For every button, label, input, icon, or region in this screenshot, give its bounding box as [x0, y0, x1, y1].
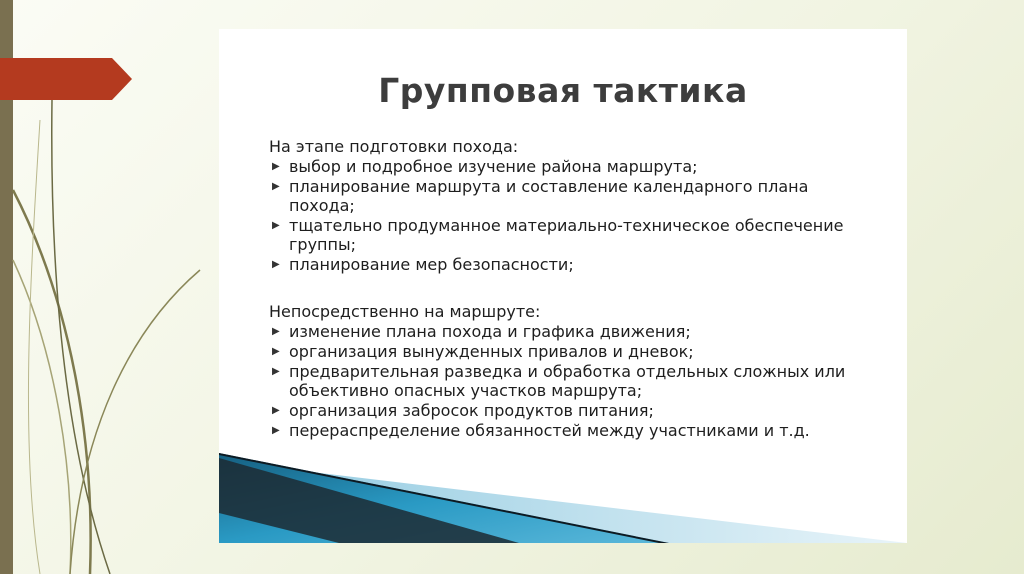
section-heading: На этапе подготовки похода:	[269, 137, 519, 156]
list-item	[269, 255, 869, 274]
section-on-route	[269, 302, 869, 441]
section-heading: Непосредственно на маршруте:	[269, 302, 541, 321]
list-item	[269, 322, 869, 341]
slide-card	[219, 29, 907, 543]
slide-title: Групповая тактика	[378, 71, 748, 110]
section-preparation	[269, 137, 869, 275]
list-item-text: организация вынужденных привалов и дневок;	[289, 342, 694, 361]
triangle-right-icon: ▶	[272, 220, 280, 231]
list-item-text: выбор и подробное изучение района маршрута;	[289, 157, 698, 176]
list-item-text: перераспределение обязанностей между участниками и т.д.	[289, 421, 810, 440]
footer-wave-decoration	[219, 453, 907, 543]
list-item-text: планирование мер безопасности;	[289, 255, 574, 274]
triangle-right-icon: ▶	[272, 405, 280, 416]
list-item-text: организация забросок продуктов питания;	[289, 401, 654, 420]
list-item	[269, 157, 869, 176]
triangle-right-icon: ▶	[272, 259, 280, 270]
list-item	[269, 216, 869, 254]
list-item	[269, 342, 869, 361]
list-item-text: предварительная разведка и обработка отдельных сложных или объективно опасных участков маршрута;	[289, 362, 846, 400]
triangle-right-icon: ▶	[272, 161, 280, 172]
list-item-text: планирование маршрута и составление календарного плана похода;	[289, 177, 809, 215]
list-item	[269, 177, 869, 215]
list-item	[269, 421, 869, 440]
triangle-right-icon: ▶	[272, 346, 280, 357]
red-arrow-marker	[0, 58, 132, 100]
triangle-right-icon: ▶	[272, 326, 280, 337]
list-item	[269, 401, 869, 420]
list-item-text: изменение плана похода и графика движения;	[289, 322, 691, 341]
bullet-list	[269, 157, 869, 274]
list-item-text: тщательно продуманное материально-техническое обеспечение группы;	[289, 216, 844, 254]
bullet-list	[269, 322, 869, 440]
triangle-right-icon: ▶	[272, 366, 280, 377]
list-item	[269, 362, 869, 400]
triangle-right-icon: ▶	[272, 425, 280, 436]
triangle-right-icon: ▶	[272, 181, 280, 192]
